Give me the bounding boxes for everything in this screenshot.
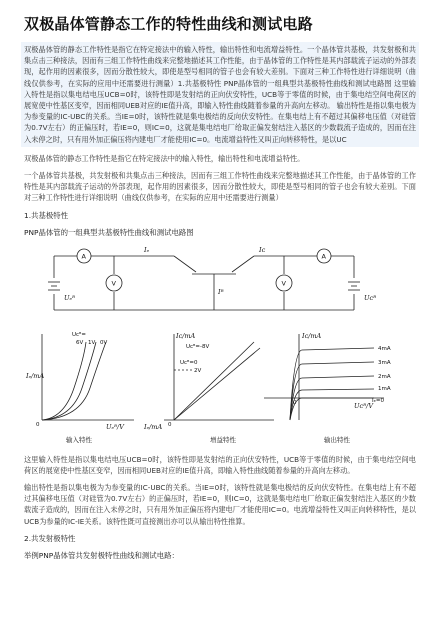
output-curve-label-2ma: 2mA [378,373,391,380]
summary-paragraph: 双极晶体管的静态工作特性是指它在特定接法中的输入特性，输出特性和电流增益特性。 [24,153,305,163]
gain-curve-label-neg8v: Uᴄᴮ=-8V [186,343,210,350]
input-curve-label-prefix: Uᴄᴮ= [72,331,87,338]
output-graph-origin: 0 [293,399,297,406]
section-heading-common-base: 1.共基极特性 [24,210,69,220]
document-page [24,14,416,565]
gain-graph-caption: 增益特性 [210,435,236,444]
section-heading-common-emitter: 2.共发射极特性 [24,533,76,543]
gain-characteristic-graph [143,332,274,444]
three-configurations-paragraph: 一个晶体管共基极，共发射极和共集点击三种接法，因而有三组工作特性曲线来完整地描述其工作性能，由于晶体管的工作特性是其内部载流子运动的外部表现，起作用的因素很多，因而分散性较大，即使是型号相同的管子也会有较大差别。下面对三种工作特性进行详细说明（曲线仅供参考，在实际的应用中还需要进行测量） [24,171,416,203]
input-curve-label-6v: 6V [76,339,84,346]
voltmeter-right-label: V [281,279,286,288]
input-curve-label-1v: 1V [88,339,96,346]
output-curve-label-4ma: 4mA [378,345,391,352]
ammeter-left-label: A [81,252,86,261]
ammeter-right-label: A [321,252,326,261]
gain-graph-xlabel: Iₑ/mA [144,422,163,431]
gain-graph-origin: 0 [168,421,172,428]
figure-caption-common-emitter: 举例PNP晶体管共发射极特性曲线和测试电路： [24,550,179,560]
output-graph-xlabel: Uᴄᴮ/V [354,401,374,410]
ucb-source-label: Uᴄᴮ [364,293,377,302]
input-characteristic-paragraph: 这里输入特性是指以集电结电压UCB=0时，该特性即是发射结的正向伏安特性，UCB等于零值的时候，由于集电结空间电荷区的展宽使中性基区变窄，因而相同UEB对应的IE值升高，即输入特性曲线随着参量的升高向左移动。 [24,454,416,475]
input-graph-ylabel: Iₑ/mA [26,371,45,380]
output-curve-label-ie0: Iₑ=0 [372,397,385,404]
gain-graph-ylabel: Iᴄ/mA [176,331,196,340]
figure-caption-common-base: PNP晶体管的一组典型共基极特性曲线和测试电路图 [24,227,194,237]
output-characteristic-graph [264,332,391,444]
emitter-current-label: Iₑ [144,245,150,254]
gain-curve-label-0: Uᴄᴮ=0 [180,359,198,366]
base-current-label: Iᴮ [218,287,224,296]
voltmeter-left-label: V [111,279,116,288]
input-graph-caption: 输入特性 [66,435,92,444]
intro-paragraph: 双极晶体管的静态工作特性是指它在特定接法中的输入特性，输出特性和电流增益特性。一个晶体管共基极，共发射极和共集点击三种接法，因而有三组工作特性曲线来完整地描述其工作性能，由于晶体管的工作特性是其内部载流子运动的外部表现，起作用的因素很多，因而分散性较大，即使是型号相同的管子也会有较大差别。下面对三种工作特性进行详细说明（曲线仅供参考，在实际的应用中还需要进行测量）1.共基极特性 PNP晶体管的一组典型共基极特性曲线和测试电路图 这里输入特性是指以集电结电压UCB=0时，该特性即是发射结的正向伏安特性，UCB等于零值的时候，由于集电结空间电荷区的展宽使中性基区变窄，因而相同UEB对应的IE值升高，即输入特性曲线随着参量的升高向左移动。 输出特性是指以集电极为为参变量的IC-UBC的关系。当IE=0时，该特性就是集电极结的反向伏安特性。在集电结上有不超过其偏移电压值（对硅管为0.7V左右）的正偏压时，若IE=0，则IC=0，这就是集电结电厂给取正偏发射结注入基区的少数载流子造成的，因而在注入未停之时，只有用外加正偏压将内建电厂才能使用IC=0。电流增益特性又叫正向转移特性，是以UC [21,42,419,147]
page-title: 双极晶体管静态工作的特性曲线和测试电路 [24,15,313,33]
input-graph-origin: 0 [36,421,40,428]
input-characteristic-graph [25,331,134,444]
output-curve-label-1ma: 1mA [378,385,391,392]
test-circuit-diagram [24,244,416,320]
characteristic-curves [24,328,416,446]
input-graph-xlabel: Uₑᴮ/V [106,422,124,431]
collector-current-label: Iᴄ [259,245,266,254]
output-graph-ylabel: Iᴄ/mA [302,331,322,340]
output-characteristic-paragraph: 输出特性是指以集电极为为参变量的IC-UBC的关系。当IE=0时，该特性就是集电极结的反向伏安特性。在集电结上有不超过其偏移电压值（对硅管为0.7V左右）的正偏压时，若IE=0，则IC=0，这就是集电结电厂给取正偏发射结注入基区的少数载流子造成的，因而在注入未停之时，只有用外加正偏压将内建电厂才能使用IC=0。电流增益特性又叫正向转移特性，是以UCB为参量的IC-IE关系。该特性既可直接测出亦可以从输出特性推算。 [24,483,416,526]
output-curve-label-3ma: 3mA [378,359,391,366]
input-curve-label-0v: 0V [100,339,108,346]
output-graph-caption: 输出特性 [324,435,350,444]
ueb-source-label: Uₑᴮ [64,293,76,302]
gain-curve-label-2v: 2V [194,367,202,374]
